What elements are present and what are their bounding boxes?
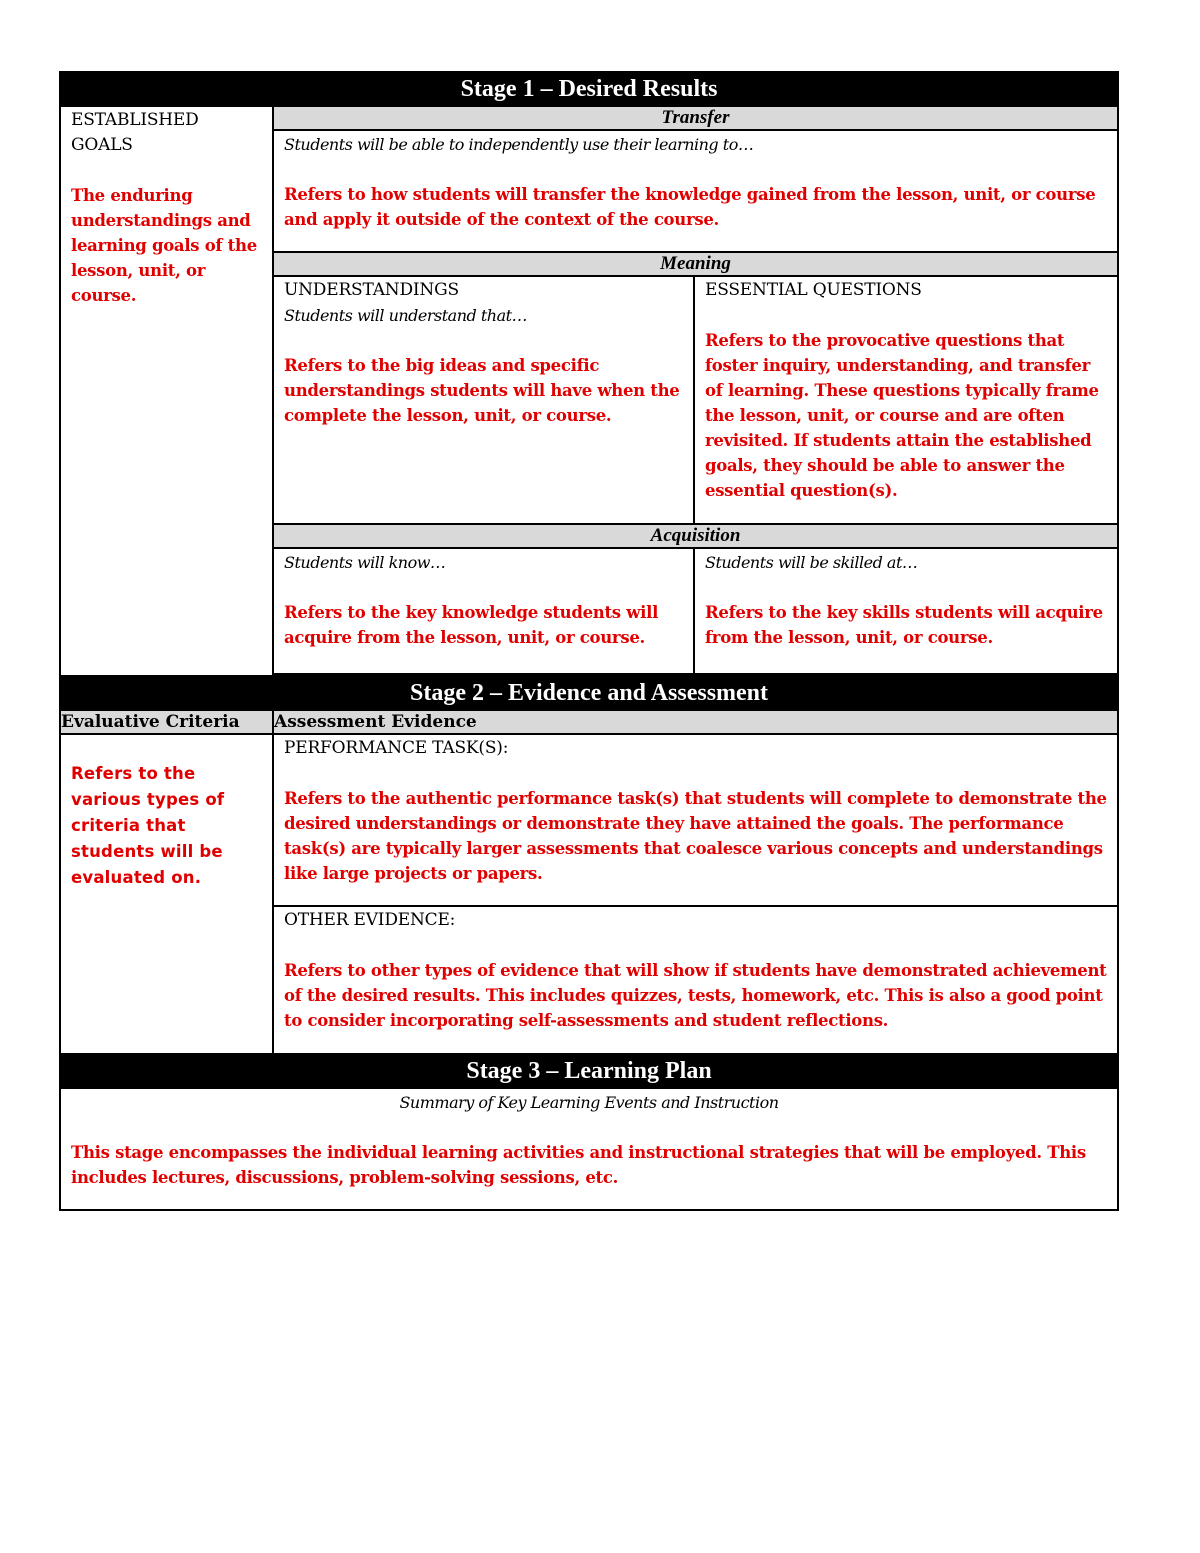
transfer-cell	[273, 130, 1118, 252]
ubd-template	[59, 71, 1117, 1211]
ubd-table	[59, 71, 1119, 1211]
essential-questions-note: Refers to the provocative questions that foster inquiry, understanding, and transfer of learning. These questions typically frame the lesson, unit, or course and are often revisited. If students attain the established goals, they should be able to answer the essential question(s).	[705, 331, 1099, 500]
goals-label-line2: GOALS	[71, 135, 133, 155]
essential-questions-cell	[694, 276, 1118, 524]
skilled-note: Refers to the key skills students will acquire from the lesson, unit, or course.	[705, 603, 1103, 647]
evaluative-criteria-heading: Evaluative Criteria	[60, 710, 273, 734]
skilled-cell	[694, 548, 1118, 674]
performance-task-label: PERFORMANCE TASK(S):	[284, 738, 509, 758]
understandings-note: Refers to the big ideas and specific understandings students will have when the complete the lesson, unit, or course.	[284, 356, 680, 425]
transfer-prompt: Students will be able to independently use their learning to…	[284, 135, 754, 154]
stage3-title: Stage 3 – Learning Plan	[60, 1054, 1118, 1088]
know-note: Refers to the key knowledge students will acquire from the lesson, unit, or course.	[284, 603, 659, 647]
other-evidence-note: Refers to other types of evidence that will show if students have demonstrated achievement of the desired results. This includes quizzes, tests, homework, etc. This is also a good point to consider incorporating self-assessments and student reflections.	[284, 961, 1107, 1030]
understandings-cell	[273, 276, 694, 524]
know-prompt: Students will know…	[284, 553, 446, 572]
stage2-title: Stage 2 – Evidence and Assessment	[60, 676, 1118, 710]
know-cell	[273, 548, 694, 674]
assessment-evidence-heading: Assessment Evidence	[273, 710, 1118, 734]
goals-label-line1: ESTABLISHED	[71, 110, 199, 130]
learning-plan-note: This stage encompasses the individual learning activities and instructional strategies that will be employed. This includes lectures, discussions, problem-solving sessions, etc.	[71, 1143, 1086, 1187]
transfer-heading: Transfer	[273, 106, 1118, 130]
transfer-note: Refers to how students will transfer the knowledge gained from the lesson, unit, or course and apply it outside of the context of the course.	[284, 185, 1096, 229]
evaluative-criteria-cell	[60, 734, 273, 1054]
goals-note: The enduring understandings and learning goals of the lesson, unit, or course.	[71, 186, 257, 305]
criteria-note: Refers to the various types of criteria that students will be evaluated on.	[71, 764, 225, 887]
other-evidence-cell	[273, 906, 1118, 1054]
acquisition-heading: Acquisition	[273, 524, 1118, 548]
learning-plan-summary: Summary of Key Learning Events and Instruction	[399, 1093, 779, 1112]
performance-task-note: Refers to the authentic performance task(s) that students will complete to demonstrate the desired understandings or demonstrate they have attained the goals. The performance task(s) are typically larger assessments that coalesce various concepts and understandings like large projects or papers.	[284, 789, 1107, 883]
essential-questions-label: ESSENTIAL QUESTIONS	[705, 280, 922, 300]
performance-task-cell	[273, 734, 1118, 906]
stage1-title: Stage 1 – Desired Results	[60, 72, 1118, 106]
learning-plan-cell	[60, 1088, 1118, 1210]
other-evidence-label: OTHER EVIDENCE:	[284, 910, 456, 930]
meaning-heading: Meaning	[273, 252, 1118, 276]
understandings-label: UNDERSTANDINGS	[284, 280, 459, 300]
established-goals-cell	[60, 106, 273, 676]
skilled-prompt: Students will be skilled at…	[705, 553, 918, 572]
understandings-prompt: Students will understand that…	[284, 306, 528, 325]
